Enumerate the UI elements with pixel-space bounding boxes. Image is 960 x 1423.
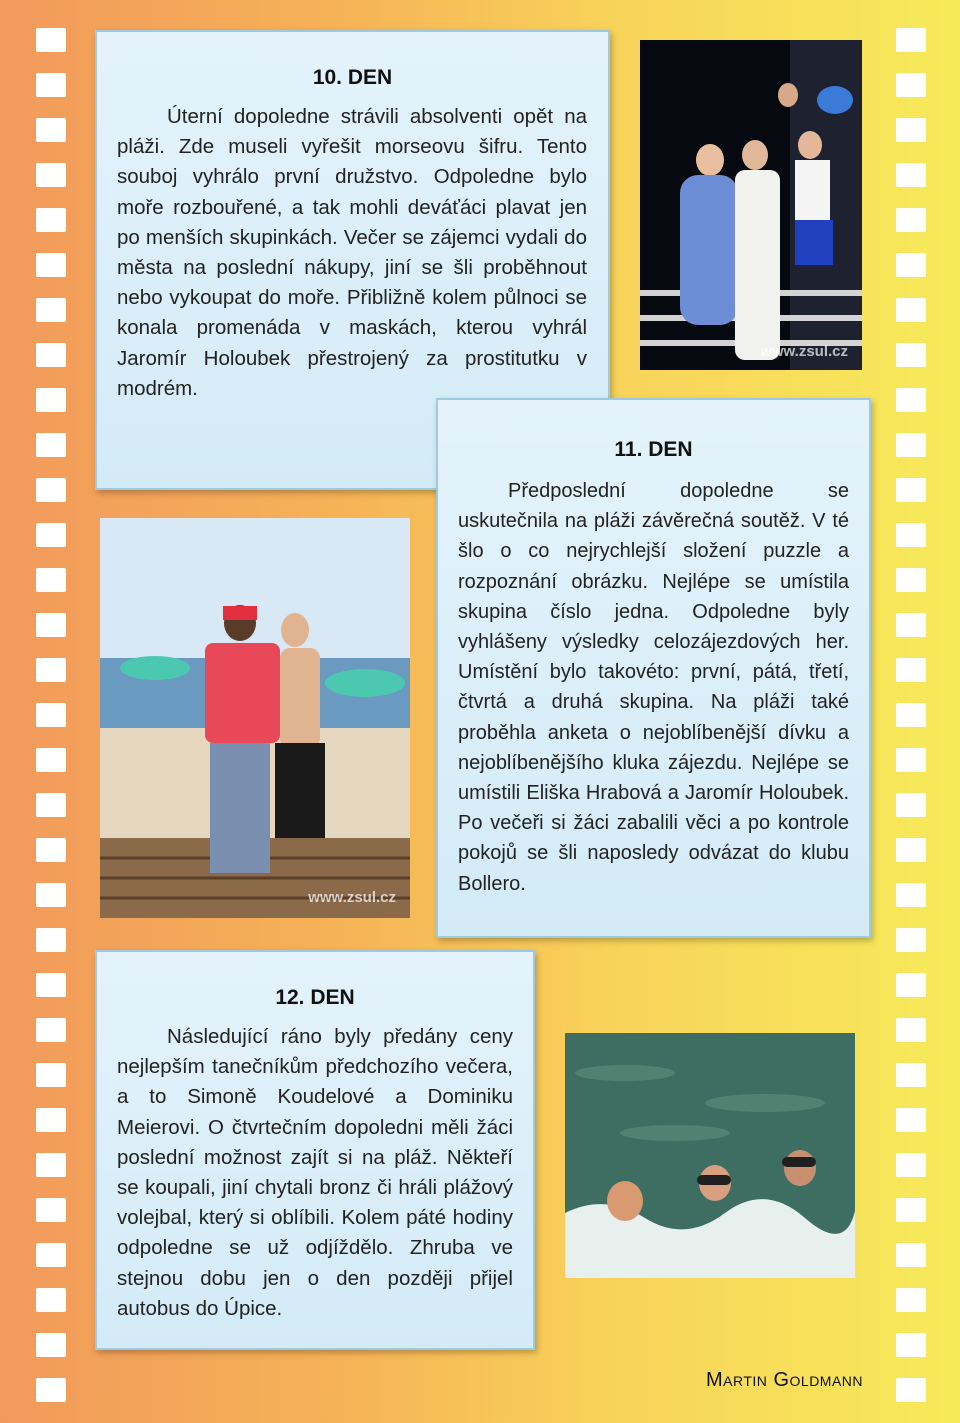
- masquerade-illustration: [640, 40, 862, 370]
- film-hole: [36, 748, 66, 772]
- film-hole: [896, 1108, 926, 1132]
- film-hole: [896, 1198, 926, 1222]
- film-hole: [896, 838, 926, 862]
- film-hole: [896, 163, 926, 187]
- film-hole: [896, 883, 926, 907]
- author-name: Martin Goldmann: [706, 1369, 864, 1391]
- film-hole: [36, 793, 66, 817]
- film-hole: [896, 568, 926, 592]
- film-hole: [896, 1018, 926, 1042]
- film-hole: [36, 253, 66, 277]
- film-hole: [36, 703, 66, 727]
- film-hole: [896, 523, 926, 547]
- film-hole: [896, 1243, 926, 1267]
- film-hole: [896, 1288, 926, 1312]
- film-hole: [36, 478, 66, 502]
- heading-day-11: 11. DEN: [614, 438, 693, 461]
- film-hole: [36, 1243, 66, 1267]
- film-hole: [896, 748, 926, 772]
- film-hole: [36, 1063, 66, 1087]
- film-hole: [896, 73, 926, 97]
- film-hole: [36, 838, 66, 862]
- film-hole: [896, 793, 926, 817]
- film-hole: [36, 1153, 66, 1177]
- film-hole: [896, 703, 926, 727]
- film-hole: [36, 658, 66, 682]
- film-hole: [896, 298, 926, 322]
- panel-day-11: [436, 398, 871, 938]
- heading-day-12: 12. DEN: [275, 986, 355, 1009]
- film-hole: [36, 523, 66, 547]
- film-hole: [896, 478, 926, 502]
- heading-day-10: 10. DEN: [312, 66, 393, 89]
- film-hole: [896, 208, 926, 232]
- film-hole: [896, 613, 926, 637]
- text-day-12: Následující ráno byly předány ceny nejlepším tanečníkům předchozího večera, a to Simoně Koudelové a Dominiku Meierovi. O čtvrtečním dopoledni měli žáci poslední možnost zajít si na pláž. Někteří se koupali, jiní chytali bronz či hráli plážový volejbal, který si oblíbili. Kolem páté hodiny odpoledne se už odjíždělo. Zhruba ve stejnou dobu jen o den později přijel autobus do Úpice.: [117, 1025, 513, 1320]
- film-hole: [36, 928, 66, 952]
- film-hole: [896, 388, 926, 412]
- film-hole: [36, 73, 66, 97]
- text-day-11: Předposlední dopoledne se uskutečnila na pláži závěrečná soutěž. V té šlo o co nejrychlejší složení puzzle a rozpoznání obrázku. Nejlépe se umístila skupina číslo jedna. Odpoledne byly vyhlášeny výsledky celozájezdových her. Umístění bylo takovéto: první, pátá, třetí, čtvrtá a druhá skupina. Na pláži také proběhla anketa o nejoblíbenější dívku a nejoblíbenějšího kluka zájezdu. Nejlépe se umístili Eliška Hrabová a Jaromír Holoubek. Po večeři si žáci zabalili věci a po kontrole pokojů se šli naposledy odvázat do klubu Bollero.: [458, 480, 849, 895]
- photo-sea-swimmers: [565, 1033, 855, 1278]
- film-hole: [36, 118, 66, 142]
- panel-day-12: [95, 950, 535, 1350]
- film-hole: [896, 28, 926, 52]
- photo-beach-men: [100, 518, 410, 918]
- film-strip-right: [890, 0, 960, 1423]
- film-hole: [36, 613, 66, 637]
- film-hole: [36, 433, 66, 457]
- film-hole: [36, 1198, 66, 1222]
- film-hole: [896, 253, 926, 277]
- beach-men-illustration: [100, 518, 410, 918]
- watermark-1: www.zsul.cz: [760, 343, 848, 360]
- film-hole: [896, 1333, 926, 1357]
- film-hole: [896, 973, 926, 997]
- film-hole: [36, 208, 66, 232]
- film-hole: [36, 163, 66, 187]
- film-hole: [36, 298, 66, 322]
- film-hole: [36, 343, 66, 367]
- watermark-2: www.zsul.cz: [308, 889, 396, 906]
- film-hole: [896, 343, 926, 367]
- film-hole: [36, 1333, 66, 1357]
- film-hole: [36, 1288, 66, 1312]
- sea-swimmers-illustration: [565, 1033, 855, 1278]
- film-hole: [896, 1153, 926, 1177]
- photo-masquerade: [640, 40, 862, 370]
- film-hole: [896, 928, 926, 952]
- film-hole: [896, 1063, 926, 1087]
- film-hole: [36, 568, 66, 592]
- film-hole: [36, 28, 66, 52]
- film-hole: [896, 118, 926, 142]
- film-hole: [896, 433, 926, 457]
- film-hole: [36, 883, 66, 907]
- film-hole: [896, 1378, 926, 1402]
- film-hole: [36, 388, 66, 412]
- text-day-10: Úterní dopoledne strávili absolventi opět na pláži. Zde museli vyřešit morseovu šifru. Tento souboj vyhrálo první družstvo. Odpoledne bylo moře rozbouřené, a tak mohli deváťáci plavat jen po menších skupinkách. Večer se zájemci vydali do města na poslední nákupy, jiní se šli proběhnout nebo vykoupat do moře. Přibližně kolem půlnoci se konala promenáda v maskách, kterou vyhrál Jaromír Holoubek přestrojený za prostitutku v modrém.: [117, 105, 587, 400]
- film-strip-left: [0, 0, 70, 1423]
- film-hole: [36, 973, 66, 997]
- film-hole: [896, 658, 926, 682]
- film-hole: [36, 1018, 66, 1042]
- film-hole: [36, 1108, 66, 1132]
- film-hole: [36, 1378, 66, 1402]
